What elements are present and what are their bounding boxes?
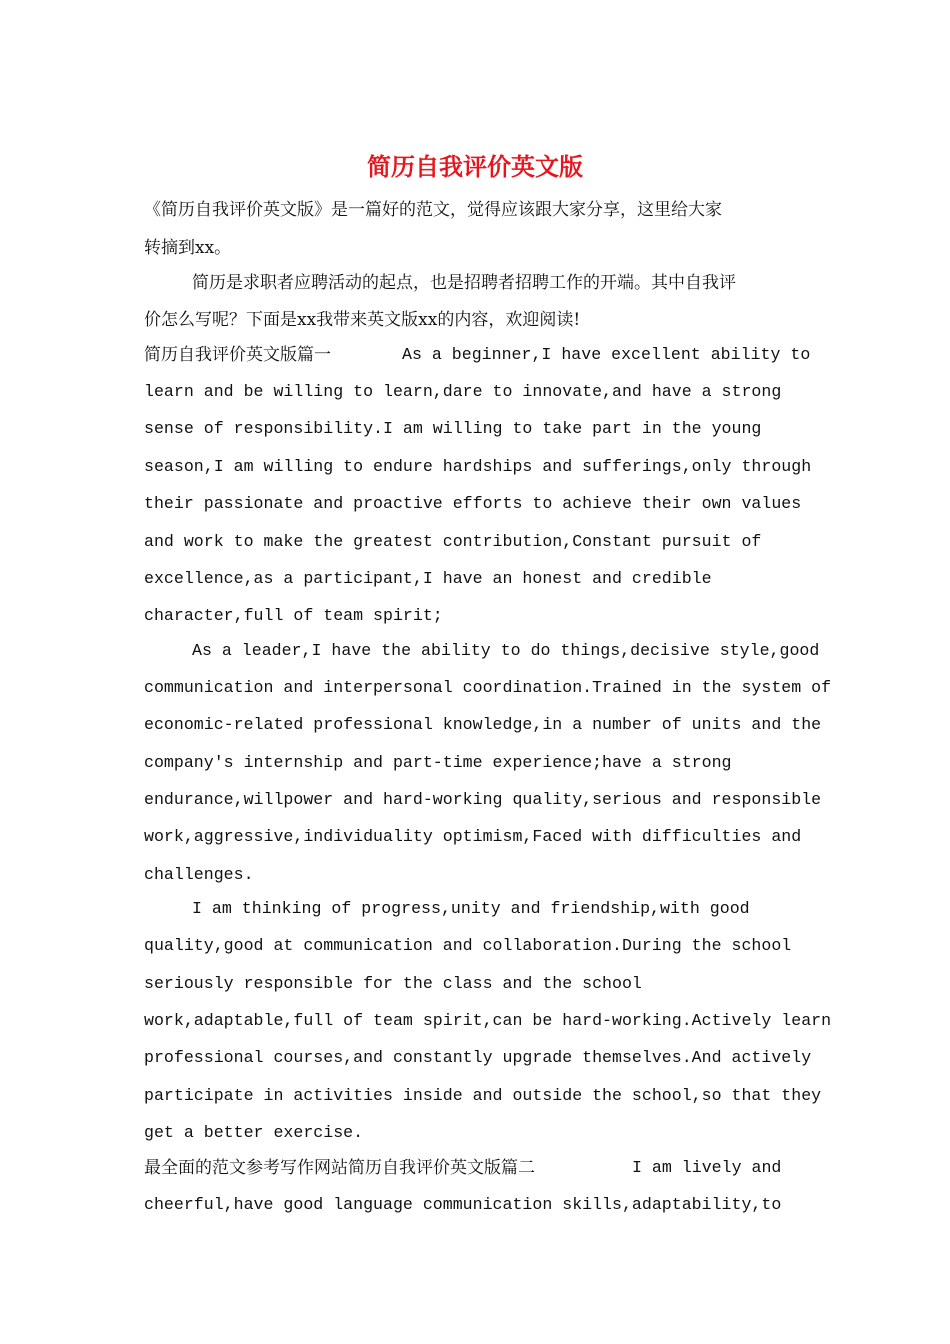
document-title: 简历自我评价英文版	[367, 152, 583, 181]
lead-line: 简历是求职者应聘活动的起点，也是招聘者招聘工作的开端。其中自我评	[192, 273, 736, 293]
body-line: season,I am willing to endure hardships and sufferings,only through	[144, 457, 812, 476]
body-line: get a better exercise.	[144, 1123, 364, 1142]
body-line: work,aggressive,individuality optimism,Faced with difficulties and	[144, 827, 802, 846]
body-line: their passionate and proactive efforts to achieve their own values	[144, 494, 802, 513]
body-line: economic-related professional knowledge,in a number of units and the	[144, 715, 822, 734]
section-heading: 最全面的范文参考写作网站简历自我评价英文版篇二	[144, 1158, 535, 1178]
body-line: excellence,as a participant,I have an honest and credible	[144, 569, 712, 588]
body-line: challenges.	[144, 865, 254, 884]
intro-line: 转摘到xx。	[144, 238, 232, 258]
body-line: As a beginner,I have excellent ability to	[402, 345, 811, 364]
body-line: participate in activities inside and outside the school,so that they	[144, 1086, 822, 1105]
body-line: cheerful,have good language communication skills,adaptability,to	[144, 1195, 782, 1214]
body-line: seriously responsible for the class and the school	[144, 974, 642, 993]
body-line: work,adaptable,full of team spirit,can be hard-working.Actively learn	[144, 1011, 832, 1030]
body-line: I am thinking of progress,unity and friendship,with good	[192, 899, 750, 918]
body-line: company's internship and part-time experience;have a strong	[144, 753, 732, 772]
body-line: professional courses,and constantly upgrade themselves.And actively	[144, 1048, 812, 1067]
body-line: quality,good at communication and collaboration.During the school	[144, 936, 792, 955]
body-line: sense of responsibility.I am willing to take part in the young	[144, 419, 762, 438]
body-line: and work to make the greatest contribution,Constant pursuit of	[144, 532, 762, 551]
body-line: character,full of team spirit;	[144, 606, 443, 625]
section-heading: 简历自我评价英文版篇一	[144, 345, 331, 365]
body-line: As a leader,I have the ability to do things,decisive style,good	[192, 641, 820, 660]
body-line: I am lively and	[632, 1158, 782, 1177]
body-line: endurance,willpower and hard-working quality,serious and responsible	[144, 790, 822, 809]
intro-line: 《简历自我评价英文版》是一篇好的范文，觉得应该跟大家分享，这里给大家	[144, 200, 722, 220]
body-line: learn and be willing to learn,dare to innovate,and have a strong	[144, 382, 782, 401]
lead-line: 价怎么写呢？下面是xx我带来英文版xx的内容，欢迎阅读!	[144, 310, 581, 330]
body-line: communication and interpersonal coordination.Trained in the system of	[144, 678, 832, 697]
